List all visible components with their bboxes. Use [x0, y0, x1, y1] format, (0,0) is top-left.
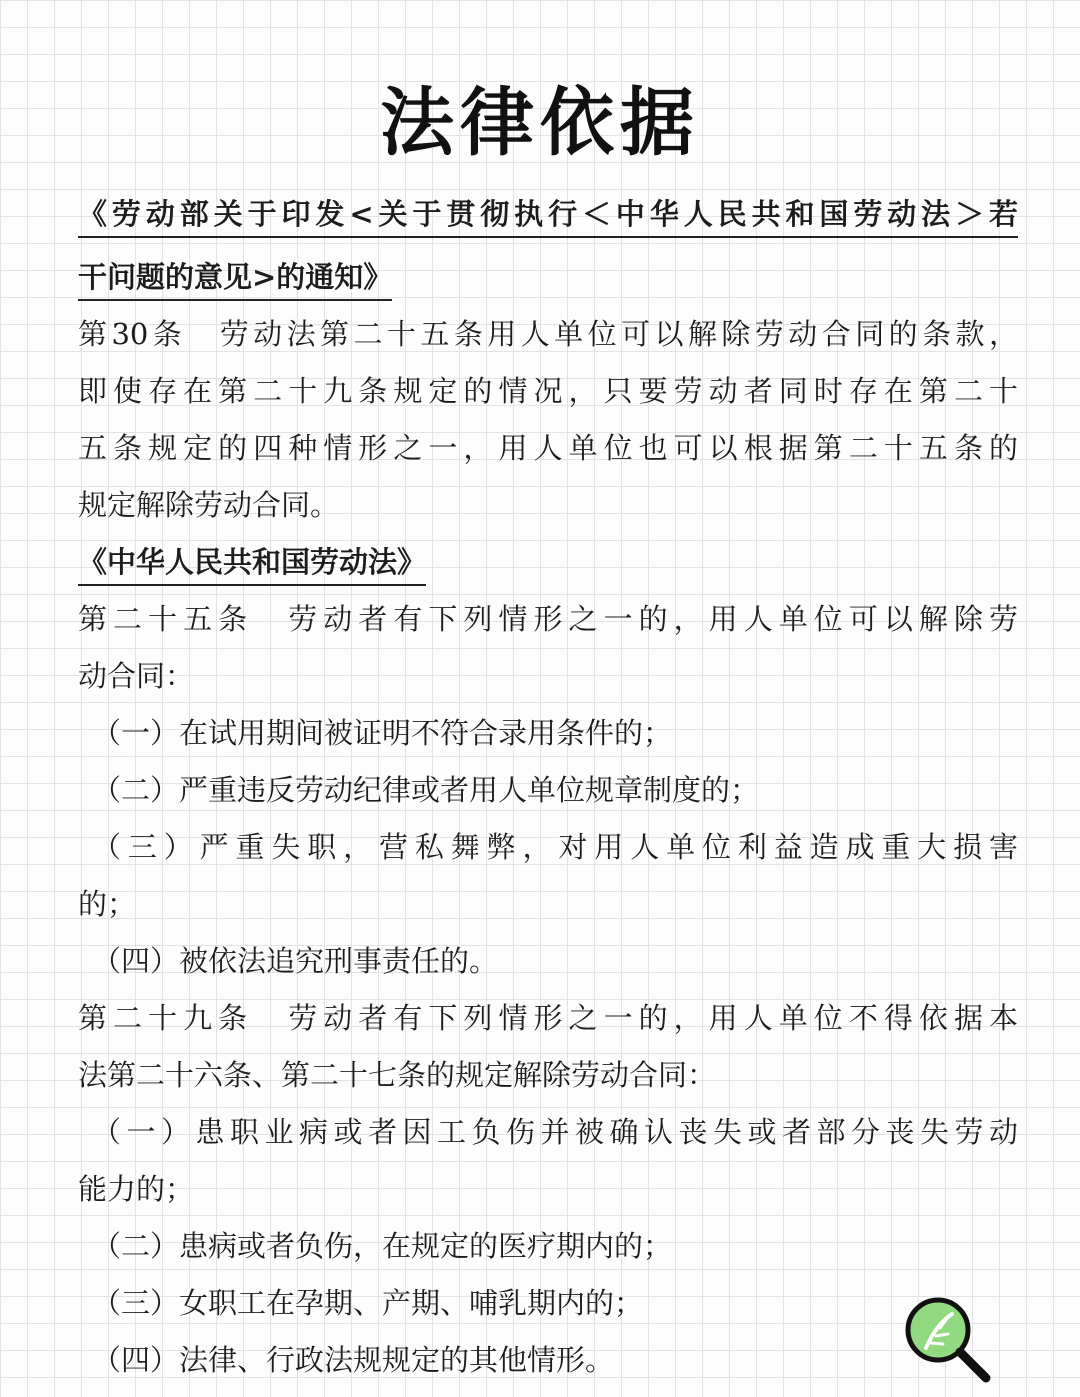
- article-30-line2: 即使存在第二十九条规定的情况，只要劳动者同时存在第二十: [78, 374, 1018, 408]
- doc1-title-text1: 《劳动部关于印发<关于贯彻执行＜中华人民共和国劳动法＞若: [78, 192, 1018, 238]
- article-29-item4: （四）法律、行政法规规定的其他情形。: [92, 1343, 615, 1377]
- article-25-item2: （二）严重违反劳动纪律或者用人单位规章制度的；: [92, 773, 760, 807]
- page-title: 法律依据: [380, 80, 700, 166]
- doc2-title-text: 《中华人民共和国劳动法》: [78, 540, 426, 586]
- article-25-item1: （一）在试用期间被证明不符合录用条件的；: [92, 716, 673, 750]
- doc1-title-line2: [78, 249, 1018, 306]
- article-29-item2: （二）患病或者负伤，在规定的医疗期内的；: [92, 1229, 673, 1263]
- article-30-line1: 第30条 劳动法第二十五条用人单位可以解除劳动合同的条款，: [78, 317, 1018, 351]
- document-body: [78, 192, 1018, 1389]
- article-29-line1: 第二十九条 劳动者有下列情形之一的，用人单位不得依据本: [78, 1001, 1018, 1035]
- article-29-item1-line2: 能力的；: [78, 1172, 195, 1206]
- magnifier-leaf-icon: [896, 1290, 996, 1390]
- doc1-title-text2: 干问题的意见>的通知》: [78, 255, 392, 301]
- article-25-item3-line1: （三）严重失职，营私舞弊，对用人单位利益造成重大损害: [92, 830, 1018, 864]
- article-29-item3: （三）女职工在孕期、产期、哺乳期内的；: [92, 1286, 644, 1320]
- article-29-item1-line1: （一）患职业病或者因工负伤并被确认丧失或者部分丧失劳动: [92, 1115, 1018, 1149]
- article-30-line3: 五条规定的四种情形之一，用人单位也可以根据第二十五条的: [78, 431, 1018, 465]
- doc1-title-line1: [78, 192, 1018, 249]
- article-25-item4: （四）被依法追究刑事责任的。: [92, 944, 499, 978]
- article-30-line4: 规定解除劳动合同。: [78, 488, 340, 522]
- article-25-line2: 动合同：: [78, 659, 195, 693]
- article-25-line1: 第二十五条 劳动者有下列情形之一的，用人单位可以解除劳: [78, 602, 1018, 636]
- doc2-title-line: [78, 534, 1018, 591]
- article-29-line2: 法第二十六条、第二十七条的规定解除劳动合同：: [78, 1058, 717, 1092]
- article-25-item3-line2: 的；: [78, 887, 137, 921]
